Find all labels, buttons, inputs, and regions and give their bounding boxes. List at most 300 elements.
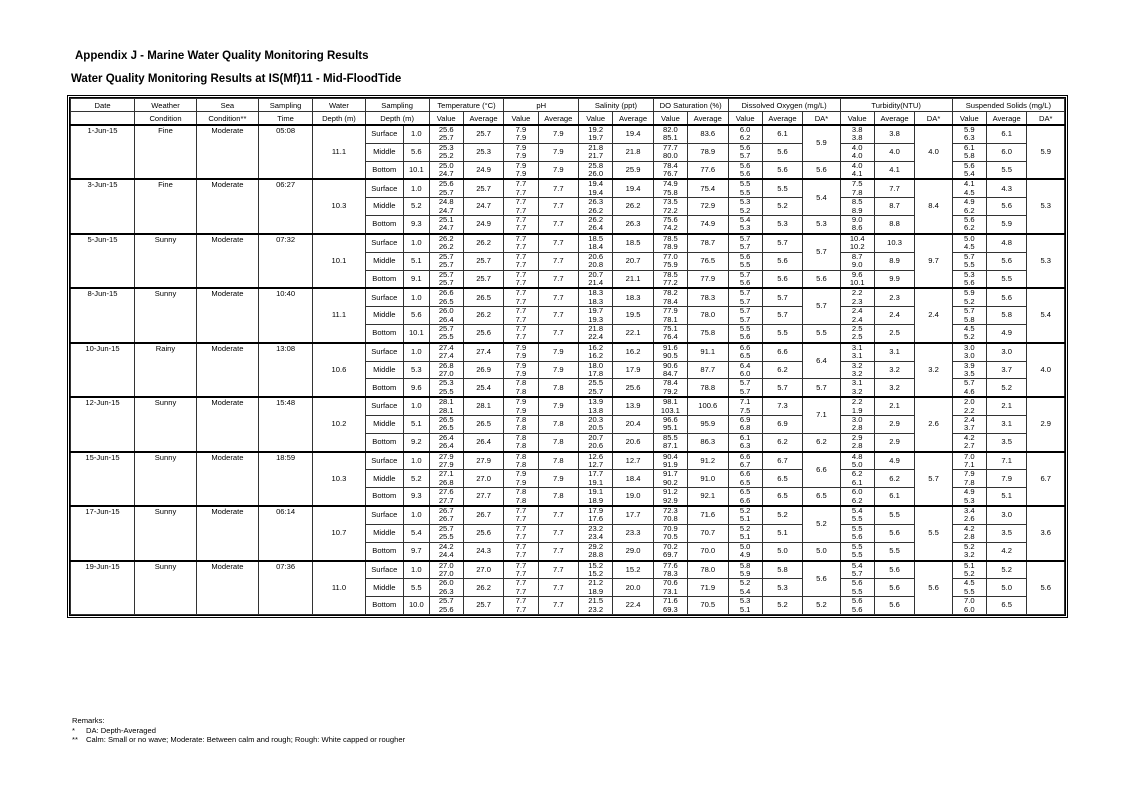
ss-value-cell-reading: 2.4 — [964, 415, 975, 424]
tu-average-cell: 2.1 — [874, 397, 915, 415]
dos-average-cell: 70.0 — [687, 542, 728, 560]
sal-value-cell — [579, 561, 613, 579]
header-sampling-depth: Sampling — [365, 99, 429, 112]
sal-value-cell-reading: 17.9 — [588, 506, 604, 516]
sampling-time-cell: 15:48 — [258, 397, 312, 451]
dos-average-cell: 71.6 — [687, 506, 728, 524]
tu-value-cell — [840, 579, 874, 597]
ph-average-cell: 7.8 — [538, 488, 579, 506]
tu-average-cell: 8.9 — [874, 252, 915, 270]
dos-average-cell: 76.5 — [687, 252, 728, 270]
ph-value-cell-reading: 7.7 — [515, 260, 527, 270]
tu-value-cell-reading: 8.6 — [851, 223, 863, 233]
ph-value-cell-reading: 7.9 — [515, 477, 527, 487]
ph-value-cell — [504, 524, 538, 542]
subheader-cell: Condition** — [196, 112, 258, 126]
subheader-cell: Average — [874, 112, 915, 126]
temp-value-cell-reading: 27.9 — [438, 451, 454, 461]
ss-average-cell: 5.6 — [986, 288, 1027, 306]
temp-value-cell-reading: 27.1 — [438, 469, 454, 479]
temp-value-cell — [429, 542, 463, 560]
sal-value-cell — [579, 524, 613, 542]
header-ph: pH — [504, 99, 579, 112]
do-value-cell-reading: 5.7 — [739, 233, 751, 243]
ss-value-cell-reading: 5.3 — [964, 495, 975, 505]
dos-value-cell-reading: 72.2 — [663, 205, 678, 215]
turbidity-da-cell: 2.4 — [915, 288, 952, 342]
sampling-depth-cell: 1.0 — [404, 125, 430, 143]
tu-value-cell — [840, 288, 874, 306]
sal-average-cell: 20.4 — [613, 416, 654, 434]
ph-value-cell — [504, 397, 538, 415]
dos-average-cell: 91.1 — [687, 343, 728, 361]
sea-condition-cell: Moderate — [196, 561, 258, 615]
ph-value-cell-reading: 7.7 — [515, 205, 527, 215]
ss-value-cell — [952, 379, 986, 397]
tu-value-cell — [840, 488, 874, 506]
ph-value-cell-reading: 7.7 — [515, 604, 527, 614]
ss-value-cell-reading: 5.9 — [964, 288, 975, 298]
level-name-cell: Surface — [365, 506, 403, 524]
table-title: Water Quality Monitoring Results at IS(Mf)11 - Mid-FloodTide — [71, 73, 402, 85]
sal-value-cell-reading: 25.5 — [588, 378, 604, 388]
sea-condition-cell: Moderate — [196, 343, 258, 397]
sampling-time-cell: 05:08 — [258, 125, 312, 179]
dos-value-cell-reading: 76.4 — [663, 332, 678, 342]
temp-value-cell-reading: 28.1 — [438, 397, 454, 407]
temp-value-cell-reading: 27.9 — [438, 460, 454, 470]
tu-average-cell: 5.6 — [874, 524, 915, 542]
sal-value-cell-reading: 23.2 — [588, 604, 604, 614]
do-value-cell-reading: 6.6 — [739, 451, 751, 461]
ss-value-cell-reading: 5.7 — [964, 378, 975, 388]
ss-value-cell-reading: 4.5 — [964, 578, 975, 588]
ss-value-cell — [952, 270, 986, 288]
do-value-cell-reading: 7.1 — [739, 397, 751, 407]
sal-value-cell — [579, 307, 613, 325]
ph-average-cell: 7.8 — [538, 433, 579, 451]
tu-value-cell-reading: 4.0 — [851, 161, 863, 170]
sal-average-cell: 20.6 — [613, 433, 654, 451]
temp-value-cell — [429, 433, 463, 451]
do-value-cell — [728, 361, 762, 379]
water-depth-cell: 10.7 — [313, 506, 365, 560]
weather-cell: Fine — [135, 125, 197, 179]
tu-average-cell: 7.7 — [874, 179, 915, 197]
dos-average-cell: 91.0 — [687, 470, 728, 488]
subheader-cell: DA* — [803, 112, 840, 126]
ss-value-cell-reading: 5.5 — [964, 260, 975, 270]
ss-value-cell-reading: 2.7 — [964, 441, 975, 451]
ss-value-cell — [952, 488, 986, 506]
do-value-cell-reading: 5.6 — [739, 252, 751, 261]
remark-mark: * — [72, 725, 75, 735]
do-value-cell — [728, 252, 762, 270]
do-value-cell-reading: 5.7 — [739, 378, 751, 388]
ss-value-cell-reading: 3.5 — [964, 368, 975, 378]
ss-average-cell: 5.2 — [986, 379, 1027, 397]
ss-value-cell — [952, 452, 986, 470]
sampling-time-cell: 06:27 — [258, 179, 312, 233]
dos-value-cell-reading: 78.9 — [663, 242, 678, 252]
ss-value-cell-reading: 4.5 — [964, 242, 975, 252]
dos-value-cell-reading: 91.2 — [663, 487, 678, 497]
do-value-cell — [728, 416, 762, 434]
header-dissolved-oxygen: Dissolved Oxygen (mg/L) — [728, 99, 840, 112]
dos-value-cell — [653, 379, 687, 397]
water-depth-cell: 10.1 — [313, 234, 365, 288]
dos-value-cell-reading: 78.5 — [663, 233, 678, 243]
tu-value-cell — [840, 561, 874, 579]
sal-value-cell — [579, 452, 613, 470]
subheader-cell: Value — [728, 112, 762, 126]
do-da-cell: 6.5 — [803, 488, 840, 506]
date-cell: 15-Jun-15 — [71, 452, 135, 506]
dos-value-cell-reading: 70.2 — [663, 542, 678, 551]
level-name-cell: Bottom — [365, 433, 403, 451]
do-value-cell — [728, 379, 762, 397]
temp-value-cell-reading: 25.7 — [438, 252, 454, 261]
ph-value-cell-reading: 7.7 — [515, 187, 527, 197]
temp-value-cell-reading: 26.2 — [438, 242, 454, 252]
do-value-cell-reading: 5.4 — [739, 215, 751, 225]
subheader-cell: Average — [613, 112, 654, 126]
do-value-cell-reading: 5.4 — [739, 586, 751, 596]
sampling-depth-cell: 1.0 — [404, 179, 430, 197]
temp-value-cell-reading: 27.4 — [438, 351, 454, 361]
ss-value-cell — [952, 198, 986, 216]
ph-value-cell-reading: 7.9 — [515, 169, 527, 179]
ss-average-cell: 5.8 — [986, 307, 1027, 325]
ss-value-cell — [952, 597, 986, 615]
sampling-depth-cell: 5.2 — [404, 470, 430, 488]
tu-value-cell — [840, 542, 874, 560]
do-average-cell: 6.9 — [762, 416, 803, 434]
do-value-cell-reading: 5.7 — [739, 242, 751, 252]
water-depth-cell: 11.0 — [313, 561, 365, 615]
dos-value-cell-reading: 74.9 — [663, 179, 678, 189]
ss-average-cell: 5.6 — [986, 252, 1027, 270]
dos-value-cell-reading: 74.2 — [663, 223, 678, 233]
do-value-cell-reading: 6.8 — [739, 423, 751, 433]
sal-value-cell — [579, 597, 613, 615]
sal-average-cell: 17.9 — [613, 361, 654, 379]
ss-value-cell — [952, 161, 986, 179]
tu-value-cell-reading: 5.4 — [851, 506, 863, 516]
tu-value-cell-reading: 5.6 — [851, 578, 863, 588]
tu-average-cell: 2.9 — [874, 433, 915, 451]
header-salinity: Salinity (ppt) — [579, 99, 654, 112]
header-row-2 — [71, 112, 1065, 126]
level-name-cell: Middle — [365, 252, 403, 270]
ss-value-cell-reading: 7.1 — [964, 460, 975, 470]
temp-value-cell — [429, 143, 463, 161]
do-average-cell: 6.5 — [762, 470, 803, 488]
sal-value-cell-reading: 19.1 — [588, 477, 604, 487]
temp-average-cell: 26.2 — [463, 579, 504, 597]
dos-value-cell — [653, 433, 687, 451]
sal-value-cell — [579, 361, 613, 379]
tu-value-cell-reading: 3.8 — [851, 125, 863, 134]
do-average-cell: 5.6 — [762, 143, 803, 161]
ph-value-cell — [504, 179, 538, 197]
dos-value-cell-reading: 77.9 — [663, 306, 678, 316]
tu-value-cell-reading: 4.1 — [851, 169, 863, 179]
ss-value-cell-reading: 5.2 — [964, 296, 975, 306]
sal-value-cell-reading: 25.8 — [588, 161, 604, 170]
do-value-cell-reading: 5.7 — [739, 151, 751, 161]
ph-average-cell: 7.7 — [538, 198, 579, 216]
weather-cell: Sunny — [135, 561, 197, 615]
temp-value-cell-reading: 27.0 — [438, 568, 454, 578]
ph-value-cell-reading: 7.8 — [515, 386, 527, 396]
ph-value-cell-reading: 7.9 — [515, 151, 527, 161]
sampling-depth-cell: 9.1 — [404, 270, 430, 288]
tu-value-cell-reading: 9.0 — [851, 215, 863, 225]
tu-value-cell — [840, 179, 874, 197]
temp-value-cell-reading: 25.5 — [438, 386, 454, 396]
subheader-cell: Value — [579, 112, 613, 126]
do-average-cell: 6.6 — [762, 343, 803, 361]
subheader-cell: Average — [687, 112, 728, 126]
do-average-cell: 5.6 — [762, 270, 803, 288]
sal-value-cell — [579, 252, 613, 270]
dos-average-cell: 78.3 — [687, 288, 728, 306]
temp-value-cell-reading: 25.6 — [438, 179, 454, 189]
ss-value-cell-reading: 5.3 — [964, 270, 975, 279]
dos-average-cell: 70.7 — [687, 524, 728, 542]
sal-average-cell: 26.3 — [613, 216, 654, 234]
temp-value-cell-reading: 25.7 — [438, 524, 454, 533]
tu-value-cell-reading: 2.4 — [851, 314, 863, 324]
ph-value-cell-reading: 7.8 — [515, 487, 527, 497]
date-cell: 8-Jun-15 — [71, 288, 135, 342]
level-name-cell: Bottom — [365, 379, 403, 397]
temp-value-cell — [429, 452, 463, 470]
do-da-cell: 5.9 — [803, 125, 840, 161]
ss-average-cell: 5.0 — [986, 579, 1027, 597]
weather-cell: Rainy — [135, 343, 197, 397]
tu-value-cell — [840, 161, 874, 179]
do-value-cell-reading: 5.1 — [739, 604, 751, 614]
sampling-depth-cell: 5.3 — [404, 361, 430, 379]
ph-value-cell-reading: 7.9 — [515, 368, 527, 378]
temp-value-cell — [429, 397, 463, 415]
dos-value-cell — [653, 470, 687, 488]
dos-value-cell-reading: 70.8 — [663, 514, 678, 524]
ss-value-cell — [952, 234, 986, 252]
dos-value-cell-reading: 95.1 — [663, 423, 678, 433]
remark-text: Calm: Small or no wave; Moderate: Between calm and rough; Rough: White capped or rougher — [86, 735, 406, 745]
sal-value-cell-reading: 21.2 — [588, 578, 604, 588]
ph-value-cell-reading: 7.8 — [515, 378, 527, 388]
tu-value-cell — [840, 343, 874, 361]
ss-value-cell — [952, 324, 986, 342]
temp-average-cell: 25.6 — [463, 524, 504, 542]
sal-value-cell-reading: 19.4 — [588, 187, 604, 197]
sal-value-cell-reading: 18.9 — [588, 586, 604, 596]
table-row — [71, 179, 1065, 197]
ph-value-cell-reading: 7.9 — [515, 143, 527, 152]
tu-value-cell-reading: 5.5 — [851, 514, 863, 524]
ss-value-cell — [952, 288, 986, 306]
temp-average-cell: 27.0 — [463, 470, 504, 488]
weather-cell: Sunny — [135, 506, 197, 560]
tu-value-cell-reading: 10.2 — [849, 242, 865, 252]
level-name-cell: Surface — [365, 234, 403, 252]
dos-average-cell: 72.9 — [687, 198, 728, 216]
dos-value-cell — [653, 198, 687, 216]
ph-value-cell-reading: 7.9 — [515, 125, 527, 134]
ph-average-cell: 7.7 — [538, 270, 579, 288]
ss-da-cell: 5.4 — [1027, 288, 1065, 342]
subheader-cell: DA* — [915, 112, 952, 126]
sal-value-cell-reading: 21.8 — [588, 143, 604, 152]
remark-text: DA: Depth-Averaged — [86, 725, 156, 735]
ph-value-cell — [504, 234, 538, 252]
dos-value-cell-reading: 78.4 — [663, 296, 678, 306]
tu-value-cell — [840, 506, 874, 524]
sal-value-cell-reading: 18.5 — [588, 233, 604, 243]
sal-average-cell: 13.9 — [613, 397, 654, 415]
do-value-cell-reading: 7.5 — [739, 405, 751, 415]
do-value-cell-reading: 5.2 — [739, 578, 751, 588]
do-value-cell-reading: 5.2 — [739, 524, 751, 533]
do-value-cell-reading: 5.6 — [739, 143, 751, 152]
dos-value-cell-reading: 77.6 — [663, 560, 678, 570]
ss-da-cell: 6.7 — [1027, 452, 1065, 506]
sampling-time-cell: 13:08 — [258, 343, 312, 397]
sal-value-cell-reading: 20.7 — [588, 433, 604, 442]
ph-value-cell — [504, 579, 538, 597]
ss-value-cell-reading: 3.0 — [964, 351, 975, 361]
ph-value-cell-reading: 7.8 — [515, 460, 527, 470]
dos-value-cell-reading: 90.6 — [663, 361, 678, 370]
sampling-depth-cell: 10.1 — [404, 324, 430, 342]
turbidity-da-cell: 5.7 — [915, 452, 952, 506]
sea-condition-cell: Moderate — [196, 452, 258, 506]
do-da-cell: 5.2 — [803, 506, 840, 542]
tu-value-cell-reading: 9.6 — [851, 270, 863, 279]
dos-value-cell-reading: 80.0 — [663, 151, 678, 161]
appendix-title: Appendix J - Marine Water Quality Monitoring Results — [75, 50, 369, 62]
ss-value-cell-reading: 3.2 — [964, 550, 975, 560]
dos-value-cell — [653, 307, 687, 325]
ss-da-cell: 3.6 — [1027, 506, 1065, 560]
ss-average-cell: 6.0 — [986, 143, 1027, 161]
ss-value-cell-reading: 6.0 — [964, 604, 975, 614]
temp-average-cell: 26.4 — [463, 433, 504, 451]
sal-value-cell — [579, 288, 613, 306]
do-average-cell: 5.5 — [762, 179, 803, 197]
dos-value-cell-reading: 85.5 — [663, 433, 678, 442]
do-value-cell-reading: 5.1 — [739, 532, 751, 542]
tu-value-cell-reading: 1.9 — [851, 405, 863, 415]
sea-condition-cell: Moderate — [196, 288, 258, 342]
ss-value-cell-reading: 2.2 — [964, 405, 975, 415]
dos-value-cell-reading: 82.0 — [663, 125, 678, 134]
tu-value-cell-reading: 2.9 — [851, 433, 863, 442]
level-name-cell: Middle — [365, 361, 403, 379]
dos-value-cell — [653, 416, 687, 434]
ss-value-cell — [952, 433, 986, 451]
sampling-depth-cell: 9.3 — [404, 216, 430, 234]
temp-value-cell-reading: 26.6 — [438, 288, 454, 298]
temp-value-cell-reading: 25.7 — [438, 270, 454, 279]
dos-average-cell: 100.6 — [687, 397, 728, 415]
sal-value-cell-reading: 15.2 — [588, 568, 604, 578]
ss-value-cell-reading: 5.4 — [964, 169, 975, 179]
ph-value-cell-reading: 7.7 — [515, 578, 527, 588]
tu-value-cell-reading: 7.8 — [851, 187, 863, 197]
sea-condition-cell: Moderate — [196, 234, 258, 288]
ss-value-cell — [952, 307, 986, 325]
weather-cell: Sunny — [135, 452, 197, 506]
do-value-cell-reading: 4.9 — [739, 550, 751, 560]
do-value-cell-reading: 5.0 — [739, 542, 751, 551]
ss-value-cell-reading: 3.9 — [964, 361, 975, 370]
do-average-cell: 5.2 — [762, 506, 803, 524]
tu-average-cell: 8.7 — [874, 198, 915, 216]
do-value-cell — [728, 488, 762, 506]
ss-value-cell — [952, 542, 986, 560]
ph-average-cell: 7.7 — [538, 506, 579, 524]
sal-value-cell-reading: 19.7 — [588, 306, 604, 316]
ss-value-cell-reading: 5.2 — [964, 568, 975, 578]
ss-value-cell — [952, 416, 986, 434]
do-value-cell-reading: 6.0 — [739, 368, 751, 378]
sal-value-cell — [579, 270, 613, 288]
sal-value-cell — [579, 379, 613, 397]
tu-value-cell — [840, 307, 874, 325]
sal-value-cell-reading: 12.7 — [588, 460, 604, 470]
do-value-cell — [728, 179, 762, 197]
turbidity-da-cell: 3.2 — [915, 343, 952, 397]
turbidity-da-cell: 2.6 — [915, 397, 952, 451]
sal-value-cell-reading: 16.2 — [588, 342, 604, 352]
sampling-depth-cell: 5.2 — [404, 198, 430, 216]
table-row — [71, 343, 1065, 361]
tu-value-cell-reading: 10.1 — [849, 277, 865, 287]
tu-value-cell-reading: 2.8 — [851, 423, 863, 433]
header-sea: Sea — [196, 99, 258, 112]
temp-average-cell: 26.7 — [463, 506, 504, 524]
dos-value-cell-reading: 70.5 — [663, 532, 678, 542]
sal-average-cell: 17.7 — [613, 506, 654, 524]
level-name-cell: Surface — [365, 179, 403, 197]
dos-value-cell-reading: 78.1 — [663, 314, 678, 324]
temp-value-cell-reading: 25.3 — [438, 143, 454, 152]
temp-value-cell — [429, 416, 463, 434]
tu-average-cell: 6.2 — [874, 470, 915, 488]
tu-value-cell — [840, 433, 874, 451]
ss-value-cell-reading: 2.8 — [964, 532, 975, 542]
ph-value-cell-reading: 7.7 — [515, 324, 527, 333]
temp-value-cell-reading: 25.3 — [438, 378, 454, 388]
ph-average-cell: 7.7 — [538, 216, 579, 234]
ph-value-cell-reading: 7.9 — [515, 133, 527, 143]
do-value-cell-reading: 5.7 — [739, 306, 751, 316]
dos-average-cell: 78.7 — [687, 234, 728, 252]
temp-value-cell — [429, 307, 463, 325]
tu-value-cell-reading: 6.2 — [851, 495, 863, 505]
temp-value-cell-reading: 25.2 — [438, 151, 454, 161]
tu-average-cell: 4.1 — [874, 161, 915, 179]
temp-value-cell-reading: 24.7 — [438, 205, 454, 215]
do-da-cell: 5.4 — [803, 179, 840, 215]
tu-value-cell-reading: 2.5 — [851, 332, 863, 342]
ph-average-cell: 7.7 — [538, 288, 579, 306]
